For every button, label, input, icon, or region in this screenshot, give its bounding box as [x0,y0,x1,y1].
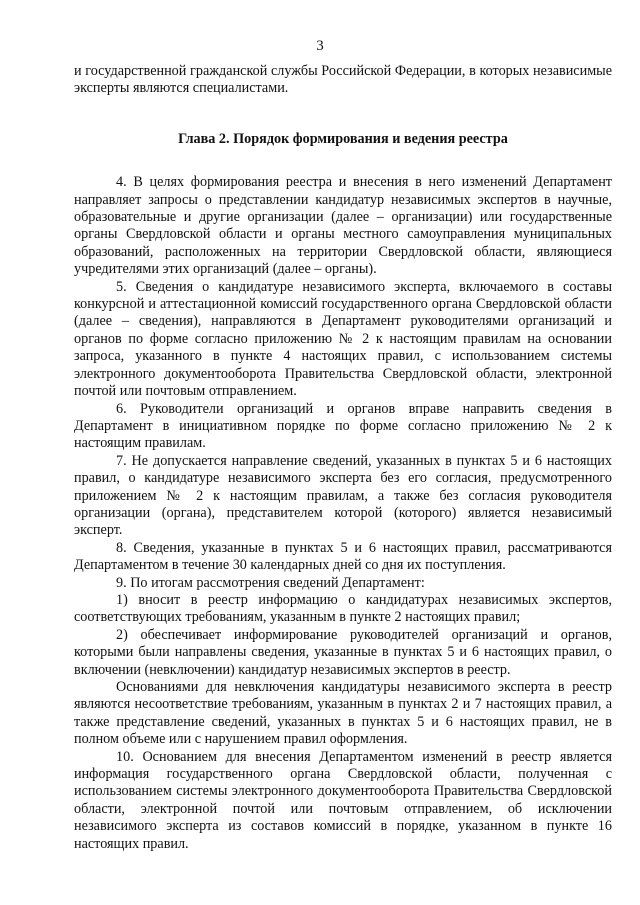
paragraph-10: 10. Основанием для внесения Департаментом изменений в реестр является информация государственного органа Свердловской области, полученная с использованием системы электронного документооборота Правительства Свердловской области, электронной почтой или почтовым отправлением, об исключении независимого эксперта из составов комиссий в порядке, указанном в пункте 16 настоящих правил. [74,748,612,852]
paragraph-4: 4. В целях формирования реестра и внесения в него изменений Департамент направляет запросы о представлении кандидатур независимых экспертов в научные, образовательные и другие организации (далее – организации) или государственные органы Свердловской области и органы местного самоуправления муниципальных образований, расположенных на территории Свердловской области, являющиеся учредителями этих организаций (далее – органы). [74,174,612,278]
continuation-paragraph: и государственной гражданской службы Российской Федерации, в которых независимые эксперты являются специалистами. [74,63,612,97]
paragraph-9-item-1: 1) вносит в реестр информацию о кандидатурах независимых экспертов, соответствующих требованиям, указанным в пункте 2 настоящих правил; [74,591,612,626]
document-body [74,63,612,853]
paragraph-grounds-refusal: Основаниями для невключения кандидатуры независимого эксперта в реестр являются несоответствие требованиям, указанным в пунктах 2 и 7 настоящих правил, а также представление сведений, указанных в пунктах 5 и 6 настоящих правил, не в полном объеме или с нарушением правил оформления. [74,679,612,748]
paragraph-5: 5. Сведения о кандидатуре независимого эксперта, включаемого в составы конкурсной и аттестационной комиссий государственного органа Свердловской области (далее – сведения), направляются в Департамент руководителями организаций и органов по форме согласно приложению № 2 к настоящим правилам на основании запроса, указанного в пункте 4 настоящих правил, с использованием системы электронного документооборота Правительства Свердловской области, электронной почтой или почтовым отправлением. [74,278,612,400]
paragraph-8: 8. Сведения, указанные в пунктах 5 и 6 настоящих правил, рассматриваются Департаментом в течение 30 календарных дней со дня их поступления. [74,539,612,574]
chapter-title: Глава 2. Порядок формирования и ведения реестра [178,130,508,147]
paragraph-9-item-2: 2) обеспечивает информирование руководителей организаций и органов, которыми были направлены сведения, указанные в пунктах 5 и 6 настоящих правил, о включении (невключении) кандидатур независимых экспертов в реестр. [74,626,612,678]
paragraph-9: 9. По итогам рассмотрения сведений Департамент: [116,574,425,591]
paragraph-7: 7. Не допускается направление сведений, указанных в пунктах 5 и 6 настоящих правил, о кандидатуре независимого эксперта без его согласия, предусмотренного приложением № 2 к настоящим правилам, а также без согласия руководителя организации (органа), представителем которой (которого) является независимый эксперт. [74,452,612,539]
page-number: 3 [316,38,324,54]
paragraph-6: 6. Руководители организаций и органов вправе направить сведения в Департамент в инициативном порядке по форме согласно приложению № 2 к настоящим правилам. [74,400,612,452]
